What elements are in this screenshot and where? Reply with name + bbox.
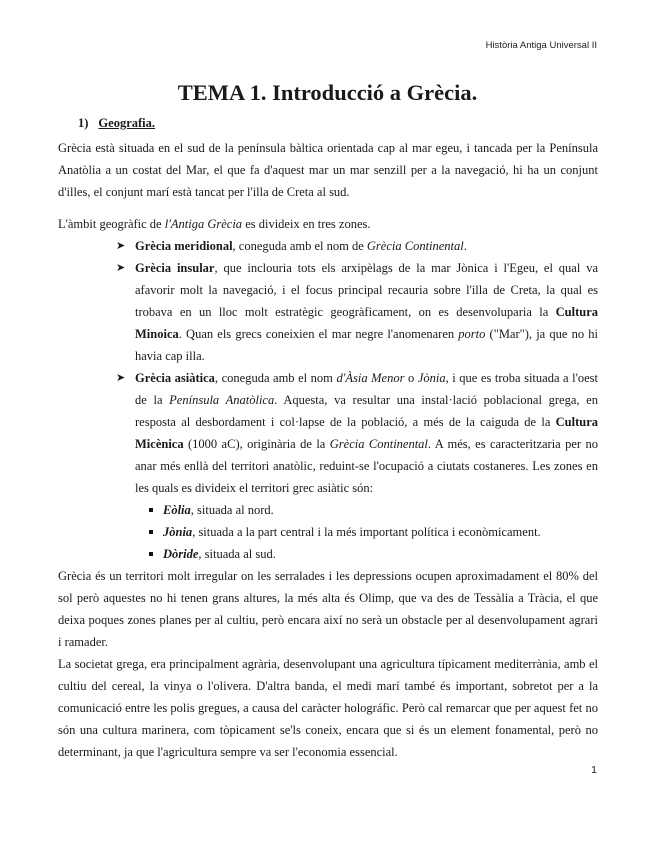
body-text	[58, 137, 598, 763]
zone-item: ➤ Grècia asiàtica, coneguda amb el nom d'Àsia Menor o Jònia, i que es troba situada a l'oest de la Península Anatòlica. Aquesta, va resultar una instal·lació poblacional grega, en resposta al desbordament i col·lapse de la població, a més de la caiguda de la Cultura Micènica (1000 aC), originària de la Grècia Continental. A més, es caracteritzaria per no anar més enllà del territori anatòlic, reduint-se l'ocupació a ciutats costaneres. Les zones en les quals es divideix el territori grec asiàtic són: Eòlia, situada al nord. Jònia, situada a la part central i la més important política i econòmicament. Dòride, situada al sud.	[135, 367, 598, 565]
zones-intro: L'àmbit geogràfic de l'Antiga Grècia es divideix en tres zones.	[58, 217, 371, 231]
paragraph-society: La societat grega, era principalment agrària, desenvolupant una agricultura típicament mediterrània, amb el cultiu del cereal, la vinya o l'olivera. D'altra banda, el medi marí també és important, sobretot per a la comunicació entre les polis gregues, a causa del caràcter holográfic. Però cal remarcar que per aquest fet no són una cultura marinera, com tòpicament se'ls coneix, encara que si és un element fonamental, però no determinant, ja que l'agricultura sempre va ser l'economia essencial.	[58, 657, 598, 759]
zones-list	[58, 235, 598, 565]
intro-paragraph: Grècia està situada en el sud de la península bàltica orientada cap al mar egeu, i tancada per la Península Anatòlia a un costat del Mar, el que fa d'aquest mar un mar senzill per a la navegació, hi ha un conjunt d'illes, el conjunt marí està tancat per l'illa de Creta al sud.	[58, 141, 598, 199]
square-bullet-icon	[149, 530, 153, 534]
subzone-item: Dòride, situada al sud.	[163, 543, 598, 565]
section-number: 1)	[78, 116, 89, 130]
zone-item: ➤ Grècia insular, que inclouria tots els arxipèlags de la mar Jònica i l'Egeu, el qual va afavorir molt la navegació, i el focus principal recauria sobre l'illa de Creta, la qual es trobava en un lloc molt estratègic geogràficament, on es desenvoluparia la Cultura Minoica. Quan els grecs coneixien el mar negre l'anomenaren porto ("Mar"), ja que no hi havia cap illa.	[135, 257, 598, 367]
paragraph-relief: Grècia és un territori molt irregular on les serralades i les depressions ocupen aproximadament el 80% del sol però aquestes no hi tenen grans altures, la més alta és Olimp, que va des de Tessàlia a Tràcia, el que deixa poques zones planes per al cultiu, però encara així no serà un obstacle per al desenvolupament agrari i ramader.	[58, 569, 598, 649]
square-bullet-icon	[149, 508, 153, 512]
running-header: Història Antiga Universal II	[485, 40, 597, 51]
square-bullet-icon	[149, 552, 153, 556]
page-number: 1	[591, 764, 597, 776]
arrow-bullet-icon: ➤	[116, 262, 126, 274]
arrow-bullet-icon: ➤	[116, 240, 126, 252]
zone-item: ➤ Grècia meridional, coneguda amb el nom de Grècia Continental.	[135, 235, 598, 257]
page-title: TEMA 1. Introducció a Grècia.	[177, 80, 478, 105]
section-heading	[78, 116, 155, 131]
subzones-list	[135, 499, 598, 565]
arrow-bullet-icon: ➤	[116, 372, 126, 384]
section-label: Geografia.	[98, 116, 156, 130]
subzone-item: Eòlia, situada al nord.	[163, 499, 598, 521]
subzone-item: Jònia, situada a la part central i la més important política i econòmicament.	[163, 521, 598, 543]
